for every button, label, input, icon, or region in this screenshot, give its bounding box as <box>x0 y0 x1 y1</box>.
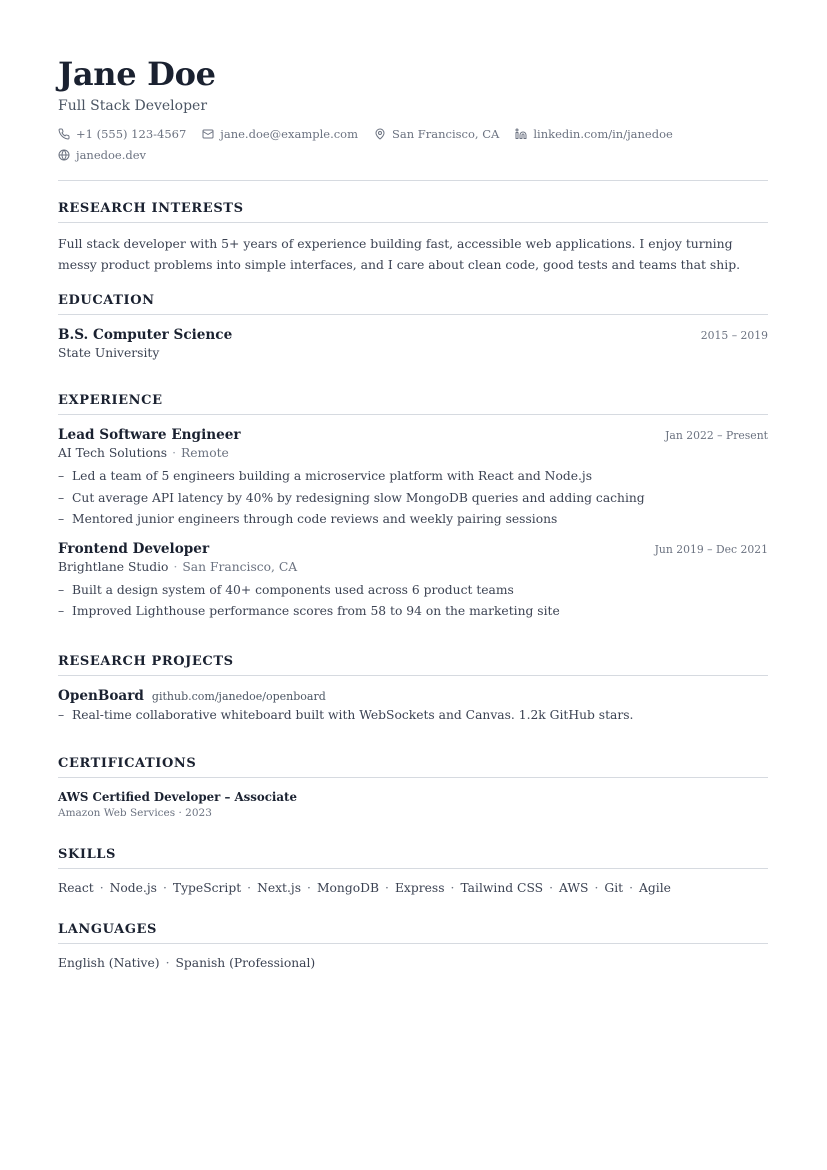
skill-item: Agile <box>639 881 671 895</box>
phone-icon <box>58 128 70 140</box>
contact-email[interactable] <box>202 125 358 142</box>
skill-item: AWS <box>559 881 589 895</box>
skill-item: Express <box>394 881 445 895</box>
contact-phone[interactable] <box>58 125 186 142</box>
job-dates: Jan 2022 – Present <box>665 429 768 442</box>
contact-location <box>374 125 499 142</box>
school: State University <box>58 346 160 360</box>
skills-section <box>58 847 768 895</box>
skill-item: TypeScript <box>172 881 242 895</box>
certifications-section <box>58 756 768 819</box>
education-entry <box>58 327 768 360</box>
certification-name: AWS Certified Developer – Associate <box>58 790 298 804</box>
contact-list <box>58 125 698 163</box>
skills-list <box>58 881 768 895</box>
skill-item: MongoDB <box>316 881 380 895</box>
job-title: Lead Software Engineer <box>58 427 241 443</box>
section-title: EXPERIENCE <box>58 393 768 415</box>
section-title: RESEARCH INTERESTS <box>58 201 768 223</box>
project-bullets <box>58 705 768 727</box>
job-location: Remote <box>181 446 229 460</box>
experience-entry <box>58 541 768 623</box>
languages-section <box>58 922 768 970</box>
job-dates: Jun 2019 – Dec 2021 <box>654 542 768 556</box>
language-item: English (Native) <box>58 956 160 970</box>
contact-linkedin-text: linkedin.com/in/janedoe <box>533 126 673 141</box>
separator-dot: · <box>99 881 104 895</box>
separator-dot: · <box>165 956 170 970</box>
list-item: – Cut average API latency by 40% by redesigning slow MongoDB queries and adding caching <box>58 490 645 505</box>
company-name: AI Tech Solutions <box>58 446 168 460</box>
skill-item: Node.js <box>109 881 157 895</box>
job-company-line: Brightlane Studio · San Francisco, CA <box>58 559 298 574</box>
separator-dot: · <box>162 881 167 895</box>
project-link[interactable]: github.com/janedoe/openboard <box>151 689 326 703</box>
header-divider <box>58 180 768 181</box>
company-name: Brightlane Studio <box>58 559 169 574</box>
research-interests-section <box>58 201 768 275</box>
candidate-role: Full Stack Developer <box>58 98 208 114</box>
skill-item: Git <box>604 881 624 895</box>
section-title: EDUCATION <box>58 293 768 315</box>
contact-phone-text: +1 (555) 123-4567 <box>76 126 187 141</box>
section-title: LANGUAGES <box>58 922 768 944</box>
experience-entry <box>58 427 768 531</box>
job-company-line: AI Tech Solutions · Remote <box>58 446 229 460</box>
section-title: RESEARCH PROJECTS <box>58 654 768 676</box>
project-name: OpenBoard <box>58 687 144 704</box>
separator-dot: · <box>594 881 599 895</box>
skill-item: Tailwind CSS <box>460 881 544 895</box>
location-icon <box>374 128 386 140</box>
separator-dot: · <box>549 881 554 895</box>
job-location: San Francisco, CA <box>182 559 298 574</box>
experience-section <box>58 393 768 623</box>
globe-icon <box>58 149 70 161</box>
job-bullets <box>58 580 768 623</box>
project-entry <box>58 688 768 704</box>
skill-item: Next.js <box>257 881 302 895</box>
language-item: Spanish (Professional) <box>175 956 316 970</box>
certification-issuer: Amazon Web Services · 2023 <box>58 807 212 819</box>
separator-dot: · <box>247 881 252 895</box>
projects-section <box>58 654 768 727</box>
candidate-name: Jane Doe <box>58 55 216 93</box>
linkedin-icon <box>515 128 527 140</box>
education-dates: 2015 – 2019 <box>700 329 768 342</box>
list-item: – Real-time collaborative whiteboard built with WebSockets and Canvas. 1.2k GitHub stars. <box>58 707 634 722</box>
contact-website-text: janedoe.dev <box>76 147 147 162</box>
job-bullets <box>58 466 768 531</box>
list-item: – Built a design system of 40+ components used across 6 product teams <box>58 582 514 597</box>
contact-linkedin[interactable] <box>515 125 672 142</box>
separator-dot: · <box>307 881 311 895</box>
languages-list <box>58 956 768 970</box>
education-section <box>58 293 768 360</box>
contact-website[interactable] <box>58 146 146 163</box>
contact-email-text: jane.doe@example.com <box>220 126 358 141</box>
skill-item: React <box>58 881 94 895</box>
list-item: – Mentored junior engineers through code reviews and weekly pairing sessions <box>58 512 558 526</box>
list-item: – Improved Lighthouse performance scores from 58 to 94 on the marketing site <box>58 604 560 618</box>
separator-dot: · <box>629 881 634 895</box>
contact-location-text: San Francisco, CA <box>392 126 500 141</box>
list-item: – Led a team of 5 engineers building a microservice platform with React and Node.js <box>58 469 593 483</box>
separator-dot: · <box>450 881 455 895</box>
degree: B.S. Computer Science <box>58 327 233 343</box>
summary-text: Full stack developer with 5+ years of experience building fast, accessible web applications. I enjoy turning messy product problems into simple interfaces, and I care about clean code, good tests and teams that ship. <box>58 236 741 272</box>
separator-dot: · <box>385 881 389 895</box>
section-title: SKILLS <box>58 847 768 869</box>
mail-icon <box>202 128 214 140</box>
resume-header <box>58 52 768 181</box>
resume-content <box>58 52 768 970</box>
job-title: Frontend Developer <box>58 540 210 557</box>
section-title: CERTIFICATIONS <box>58 756 768 778</box>
